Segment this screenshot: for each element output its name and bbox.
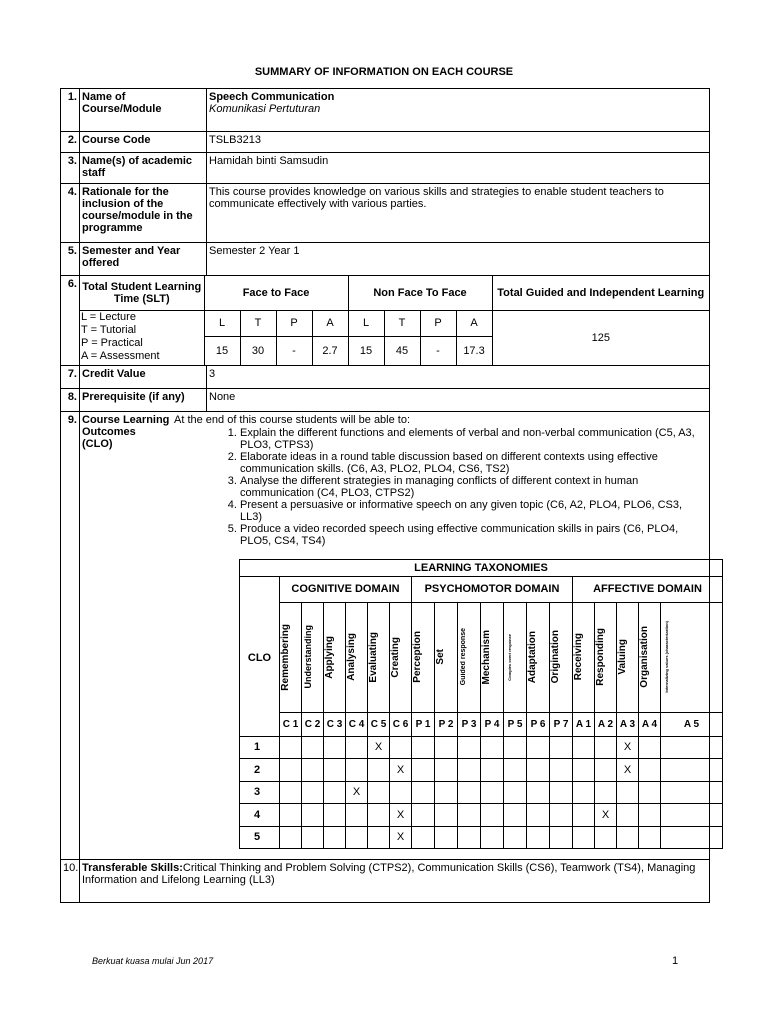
prerequisite-value bbox=[207, 388, 710, 411]
taxonomy-mark bbox=[639, 826, 661, 849]
semester-value: Semester 2 Year 1 bbox=[207, 243, 710, 276]
taxonomy-mark bbox=[504, 736, 527, 759]
non-face-to-face-header: Non Face To Face bbox=[348, 276, 492, 310]
taxonomy-matrix bbox=[240, 736, 723, 849]
slt-head: A bbox=[312, 310, 348, 337]
taxonomy-mark bbox=[280, 781, 302, 804]
clo-number: 4 bbox=[240, 804, 280, 827]
level-code: C 6 bbox=[390, 712, 412, 736]
row-label: Name of Course/Module bbox=[80, 89, 207, 132]
taxonomy-mark bbox=[346, 759, 368, 782]
level-code: P 4 bbox=[481, 712, 504, 736]
taxonomy-title: LEARNING TAXONOMIES bbox=[240, 559, 723, 576]
taxonomy-mark bbox=[550, 781, 573, 804]
taxonomy-mark bbox=[550, 759, 573, 782]
row-course-code bbox=[61, 132, 710, 153]
level-label: Perception bbox=[412, 631, 423, 683]
taxonomy-row bbox=[240, 826, 723, 849]
cognitive-domain: COGNITIVE DOMAIN bbox=[280, 576, 412, 602]
level-label: Analysing bbox=[346, 633, 357, 681]
taxonomy-mark bbox=[639, 804, 661, 827]
row-semester bbox=[61, 243, 710, 276]
taxonomy-mark bbox=[435, 804, 458, 827]
row-number: 1. bbox=[61, 89, 80, 132]
level-label: Creating bbox=[390, 636, 401, 678]
slt-total: 125 bbox=[492, 310, 709, 365]
taxonomy-mark bbox=[481, 736, 504, 759]
taxonomy-mark bbox=[481, 804, 504, 827]
level-code: P 2 bbox=[435, 712, 458, 736]
level-code: C 4 bbox=[346, 712, 368, 736]
clo-item: 2. Elaborate ideas in a round table discussion based on different contexts using effective communication skills. (C6, A3, PLO2, PLO4, CS6, TS2) bbox=[240, 451, 696, 475]
taxonomy-mark bbox=[280, 736, 302, 759]
course-name: Speech Communication bbox=[209, 91, 335, 103]
taxonomy-mark bbox=[390, 736, 412, 759]
clo-number: 2 bbox=[240, 759, 280, 782]
taxonomy-mark bbox=[346, 826, 368, 849]
row-value bbox=[207, 89, 710, 132]
level-label: Organisation bbox=[639, 626, 650, 688]
legend-assessment: A = Assessment bbox=[81, 349, 160, 362]
taxonomy-mark bbox=[412, 781, 435, 804]
level-code: A 3 bbox=[617, 712, 639, 736]
taxonomy-levels-row bbox=[240, 602, 723, 712]
credit-value bbox=[207, 365, 710, 388]
page-number: 1 bbox=[672, 955, 679, 967]
level-label: Applying bbox=[324, 635, 335, 679]
level-label: Receiving bbox=[573, 633, 584, 681]
taxonomy-mark: X bbox=[390, 804, 412, 827]
taxonomy-mark bbox=[435, 736, 458, 759]
taxonomy-mark bbox=[595, 736, 617, 759]
taxonomy-mark bbox=[324, 736, 346, 759]
taxonomy-mark bbox=[661, 804, 723, 827]
level-code: C 3 bbox=[324, 712, 346, 736]
slt-value: 30 bbox=[240, 337, 276, 365]
row-slt bbox=[61, 276, 710, 366]
clo-item: 5. Produce a video recorded speech using effective communication skills in pairs (C6, PLO4, PLO5, CS4, TS4) bbox=[240, 523, 696, 547]
row-academic-staff bbox=[61, 153, 710, 184]
taxonomy-mark bbox=[280, 759, 302, 782]
level-label: Guided response bbox=[460, 628, 467, 686]
taxonomy-mark bbox=[346, 736, 368, 759]
taxonomy-mark bbox=[458, 759, 481, 782]
row-value bbox=[207, 132, 710, 153]
taxonomy-mark bbox=[302, 759, 324, 782]
taxonomy-mark bbox=[324, 759, 346, 782]
taxonomy-mark bbox=[504, 804, 527, 827]
slt-value: 45 bbox=[384, 337, 420, 365]
taxonomy-mark: X bbox=[346, 781, 368, 804]
taxonomy-mark bbox=[481, 759, 504, 782]
taxonomy-row bbox=[240, 736, 723, 759]
row-clo bbox=[61, 411, 710, 860]
face-to-face-header: Face to Face bbox=[204, 276, 348, 310]
level-code: C 2 bbox=[302, 712, 324, 736]
row-number: 10. bbox=[61, 860, 80, 903]
taxonomy-mark: X bbox=[617, 736, 639, 759]
taxonomy-mark bbox=[280, 826, 302, 849]
taxonomy-mark: X bbox=[368, 736, 390, 759]
row-value bbox=[207, 153, 710, 184]
row-number: 5. bbox=[61, 243, 80, 276]
course-code: TSLB3213 bbox=[209, 134, 261, 146]
taxonomy-mark bbox=[527, 759, 550, 782]
taxonomy-mark bbox=[458, 736, 481, 759]
level-code: P 1 bbox=[412, 712, 435, 736]
legend-lecture: L = Lecture bbox=[81, 310, 136, 323]
clo-label-line1: Course Learning bbox=[82, 413, 170, 426]
taxonomy-mark bbox=[550, 804, 573, 827]
taxonomy-mark bbox=[435, 826, 458, 849]
taxonomy-mark bbox=[550, 736, 573, 759]
slt-head: P bbox=[276, 310, 312, 337]
taxonomy-mark bbox=[527, 804, 550, 827]
level-code: A 4 bbox=[639, 712, 661, 736]
clo-number: 5 bbox=[240, 826, 280, 849]
clo-intro: At the end of this course students will be able to: bbox=[174, 413, 411, 426]
level-label: Valuing bbox=[617, 639, 628, 675]
legend-tutorial: T = Tutorial bbox=[81, 323, 137, 336]
row-label: Credit Value bbox=[80, 365, 207, 388]
slt-value: 15 bbox=[348, 337, 384, 365]
taxonomy-mark bbox=[346, 804, 368, 827]
taxonomy-mark bbox=[324, 804, 346, 827]
rationale-text: This course provides knowledge on various skills and strategies to enable student teachers to communicate effectively with various parties. bbox=[207, 184, 710, 243]
slt-head: P bbox=[420, 310, 456, 337]
taxonomy-mark bbox=[458, 781, 481, 804]
taxonomy-mark bbox=[617, 781, 639, 804]
taxonomy-mark bbox=[550, 826, 573, 849]
taxonomy-mark bbox=[639, 759, 661, 782]
taxonomy-mark bbox=[661, 826, 723, 849]
taxonomy-mark bbox=[527, 826, 550, 849]
row-label: Name(s) of academic staff bbox=[80, 153, 207, 184]
guided-header: Total Guided and Independent Learning bbox=[492, 276, 709, 310]
clo-cell bbox=[80, 411, 710, 860]
taxonomy-mark bbox=[368, 759, 390, 782]
taxonomy-mark bbox=[573, 804, 595, 827]
taxonomy-mark bbox=[504, 781, 527, 804]
slt-cell bbox=[80, 276, 710, 366]
slt-value: 2.7 bbox=[312, 337, 348, 365]
slt-head: L bbox=[348, 310, 384, 337]
row-number: 8. bbox=[61, 388, 80, 411]
taxonomy-mark bbox=[412, 804, 435, 827]
academic-staff: Hamidah binti Samsudin bbox=[209, 155, 329, 167]
taxonomy-mark bbox=[412, 736, 435, 759]
taxonomy-mark bbox=[595, 826, 617, 849]
taxonomy-mark bbox=[390, 781, 412, 804]
level-code: P 5 bbox=[504, 712, 527, 736]
taxonomy-mark bbox=[595, 781, 617, 804]
level-label: Complex overt response bbox=[507, 633, 512, 681]
taxonomy-mark bbox=[368, 781, 390, 804]
level-code: A 1 bbox=[573, 712, 595, 736]
taxonomy-row bbox=[240, 781, 723, 804]
taxonomy-mark bbox=[368, 804, 390, 827]
slt-label: Total Student Learning Time (SLT) bbox=[80, 276, 204, 310]
row-rationale bbox=[61, 184, 710, 243]
taxonomy-mark bbox=[639, 781, 661, 804]
row-label bbox=[80, 243, 207, 276]
taxonomy-mark bbox=[458, 826, 481, 849]
taxonomy-mark bbox=[481, 826, 504, 849]
affective-domain: AFFECTIVE DOMAIN bbox=[573, 576, 723, 602]
row-course-name bbox=[61, 89, 710, 132]
taxonomy-mark: X bbox=[390, 759, 412, 782]
taxonomy-row bbox=[240, 804, 723, 827]
taxonomy-mark bbox=[302, 781, 324, 804]
taxonomy-mark bbox=[302, 804, 324, 827]
clo-number: 1 bbox=[240, 736, 280, 759]
course-summary-table bbox=[60, 88, 710, 903]
transferable-cell bbox=[80, 860, 710, 903]
taxonomy-mark bbox=[302, 826, 324, 849]
taxonomy-mark bbox=[435, 781, 458, 804]
level-label: Origination bbox=[550, 630, 561, 684]
clo-header-text: CLO bbox=[247, 652, 272, 664]
taxonomy-mark bbox=[504, 759, 527, 782]
slt-table bbox=[80, 276, 709, 365]
level-label: Remembering bbox=[280, 623, 291, 691]
taxonomy-mark bbox=[302, 736, 324, 759]
level-label: Mechanism bbox=[481, 629, 492, 685]
level-label: Adaptation bbox=[527, 630, 538, 684]
course-name-malay: Komunikasi Pertuturan bbox=[209, 103, 321, 115]
level-code: P 3 bbox=[458, 712, 481, 736]
taxonomy-row bbox=[240, 759, 723, 782]
taxonomy-mark bbox=[527, 781, 550, 804]
taxonomy-mark bbox=[280, 804, 302, 827]
slt-value: 17.3 bbox=[456, 337, 492, 365]
clo-number: 3 bbox=[240, 781, 280, 804]
psychomotor-domain: PSYCHOMOTOR DOMAIN bbox=[412, 576, 573, 602]
taxonomy-mark bbox=[368, 826, 390, 849]
footer-text: Berkuat kuasa mulai Jun 2017 bbox=[92, 956, 214, 966]
row-number: 2. bbox=[61, 132, 80, 153]
level-code: C 1 bbox=[280, 712, 302, 736]
taxonomy-mark bbox=[639, 736, 661, 759]
level-label: Understanding bbox=[303, 625, 313, 689]
transferable-skills-text: Critical Thinking and Problem Solving (CTPS2), Communication Skills (CS6), Teamwork (TS4), Managing Information and Lifelong Learning (LL3) bbox=[82, 862, 696, 886]
taxonomy-mark bbox=[573, 781, 595, 804]
taxonomy-mark bbox=[573, 759, 595, 782]
taxonomy-mark bbox=[661, 781, 723, 804]
row-label: Course Code bbox=[80, 132, 207, 153]
level-label: Responding bbox=[595, 628, 606, 686]
taxonomy-mark bbox=[504, 826, 527, 849]
row-prerequisite bbox=[61, 388, 710, 411]
level-code: P 7 bbox=[550, 712, 573, 736]
taxonomy-mark bbox=[573, 736, 595, 759]
row-credit bbox=[61, 365, 710, 388]
slt-head: L bbox=[204, 310, 240, 337]
level-code: P 6 bbox=[527, 712, 550, 736]
slt-value: 15 bbox=[204, 337, 240, 365]
level-code: A 2 bbox=[595, 712, 617, 736]
taxonomy-mark bbox=[324, 826, 346, 849]
taxonomy-codes-row bbox=[240, 712, 723, 736]
taxonomy-mark bbox=[617, 804, 639, 827]
semester-label: Semester and Year offered bbox=[82, 245, 181, 269]
slt-head: A bbox=[456, 310, 492, 337]
level-label: Internalizing values (characterization) bbox=[664, 621, 669, 693]
clo-column-header bbox=[240, 652, 280, 736]
legend-practical: P = Practical bbox=[81, 336, 143, 349]
level-code: A 5 bbox=[661, 712, 723, 736]
credit-text: 3 bbox=[209, 367, 216, 380]
level-label: Set bbox=[435, 649, 446, 665]
row-transferable-skills bbox=[61, 860, 710, 903]
taxonomy-mark bbox=[412, 826, 435, 849]
page-title: SUMMARY OF INFORMATION ON EACH COURSE bbox=[254, 66, 514, 78]
slt-value: - bbox=[420, 337, 456, 365]
clo-label-line2: Outcomes bbox=[82, 425, 136, 438]
taxonomy-mark bbox=[617, 826, 639, 849]
taxonomy-mark bbox=[481, 781, 504, 804]
taxonomy-mark: X bbox=[617, 759, 639, 782]
taxonomy-mark bbox=[458, 804, 481, 827]
slt-value: - bbox=[276, 337, 312, 365]
clo-item: 3. Analyse the different strategies in managing conflicts of different context in human communication (C4, PLO3, CTPS2) bbox=[240, 475, 696, 499]
row-label: Prerequisite (if any) bbox=[80, 388, 207, 411]
level-code: C 5 bbox=[368, 712, 390, 736]
taxonomy-mark bbox=[324, 781, 346, 804]
taxonomy-mark bbox=[661, 736, 723, 759]
taxonomy-mark bbox=[527, 736, 550, 759]
taxonomy-mark: X bbox=[595, 804, 617, 827]
level-label: Evaluating bbox=[368, 631, 379, 683]
slt-legend bbox=[80, 310, 204, 365]
taxonomy-mark bbox=[573, 826, 595, 849]
taxonomy-mark bbox=[435, 759, 458, 782]
row-number: 6. bbox=[61, 276, 80, 366]
clo-item: 4. Present a persuasive or informative speech on any given topic (C6, A2, PLO4, PLO6, CS3, LL3) bbox=[240, 499, 696, 523]
taxonomy-table bbox=[239, 559, 723, 850]
slt-head: T bbox=[384, 310, 420, 337]
transferable-label: Transferable Skills: bbox=[82, 862, 183, 874]
taxonomy-mark: X bbox=[390, 826, 412, 849]
row-number: 4. bbox=[61, 184, 80, 243]
prerequisite-text: None bbox=[209, 390, 236, 403]
taxonomy-mark bbox=[595, 759, 617, 782]
taxonomy-mark bbox=[661, 759, 723, 782]
clo-label-line3: (CLO) bbox=[82, 437, 113, 450]
row-number: 7. bbox=[61, 365, 80, 388]
clo-label bbox=[82, 414, 176, 450]
row-number: 9. bbox=[61, 411, 80, 860]
row-label bbox=[80, 184, 207, 243]
clo-item: 1. Explain the different functions and elements of verbal and non-verbal communication (C5, A3, PLO3, CTPS3) bbox=[240, 427, 696, 451]
row-number: 3. bbox=[61, 153, 80, 184]
taxonomy-mark bbox=[412, 759, 435, 782]
slt-head: T bbox=[240, 310, 276, 337]
rationale-label: Rationale for the inclusion of the course/module in the programme bbox=[82, 186, 193, 234]
